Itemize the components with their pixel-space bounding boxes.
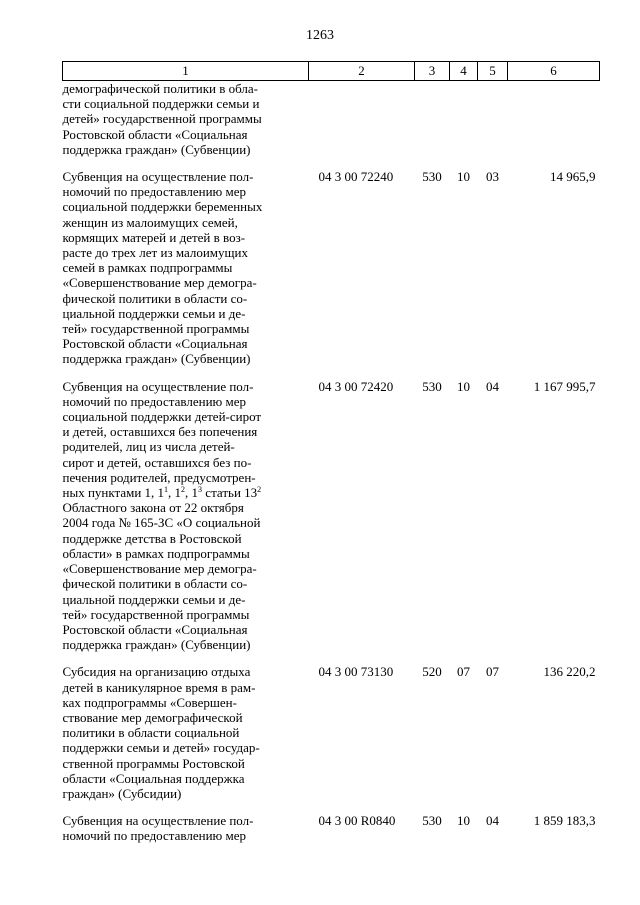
header-col-3: 3	[415, 62, 450, 81]
row-amount: 1 859 183,3	[533, 813, 596, 829]
row-col-5: 07	[486, 664, 499, 680]
page-number: 1263	[306, 28, 334, 43]
row-col-4: 10	[457, 813, 470, 829]
table-row	[63, 379, 600, 653]
superscript: 2	[257, 485, 262, 495]
row-description: Субвенция на осуществление пол- номочий по предоставлению мер	[62, 813, 254, 844]
budget-table	[62, 61, 600, 844]
row-amount: 136 220,2	[543, 664, 596, 680]
row-amount: 1 167 995,7	[533, 378, 596, 394]
row-code: 04 3 00 72240	[318, 169, 394, 185]
superscript: 3	[198, 485, 203, 495]
row-col-3: 530	[422, 813, 442, 829]
row-code: 04 3 00 R0840	[318, 813, 396, 829]
row-code: 04 3 00 72420	[318, 378, 394, 394]
header-col-4: 4	[450, 62, 478, 81]
table-row	[63, 813, 600, 843]
header-col-1: 1	[63, 62, 309, 81]
table-row	[63, 664, 600, 801]
row-description: Субвенция на осуществление пол- номочий по предоставлению мер социальной поддержки беременных женщин из малоимущих семей, кормящих матерей и детей в воз- расте до трех лет из малоимущих семей в рамках подпрограммы «Совершенствование мер демогра- фической политики в области со- циальной поддержки семьи и де- тей» государственной программы Ростовской области «Социальная поддержка граждан» (Субвенции)	[62, 169, 263, 367]
row-col-4: 10	[457, 169, 470, 185]
header-col-5: 5	[478, 62, 508, 81]
superscript: 1	[164, 485, 169, 495]
row-code: 04 3 00 73130	[318, 664, 394, 680]
row-amount: 14 965,9	[550, 169, 596, 185]
row-col-3: 530	[422, 169, 442, 185]
row-col-5: 04	[486, 813, 499, 829]
row-col-5: 04	[486, 378, 499, 394]
row-col-4: 07	[457, 664, 470, 680]
table-header	[63, 62, 600, 81]
continuation-text: демографической политики в обла- сти социальной поддержки семьи и детей» государственной программы Ростовской области «Социальная поддержка граждан» (Субвенции)	[62, 81, 262, 157]
table-row-continuation	[63, 81, 600, 158]
superscript: 2	[181, 485, 186, 495]
row-description: Субсидия на организацию отдыха детей в каникулярное время в рам- ках подпрограммы «Совершен- ствование мер демографической политики в области социальной поддержки семьи и детей» государ- ственной программы Ростовской области «Социальная поддержка граждан» (Субсидии)	[62, 664, 260, 801]
row-col-4: 10	[457, 378, 470, 394]
row-col-3: 520	[422, 664, 442, 680]
table-row	[63, 169, 600, 367]
row-description: Субвенция на осуществление пол- номочий по предоставлению мер социальной поддержки детей-сирот и детей, оставшихся без попечения родителей, лиц из числа детей- сирот и детей, оставшихся без по- печения родителей, предусмотрен- ных пунктами 1, $1^1$, $1^2$, $1^3$ статьи $13^2$ Областного закона от 22 октября 2004 года № 165-ЗС «О социальной поддержке детства в Ростовской области» в рамках подпрограммы «Совершенствование мер демогра- фической политики в области со- циальной поддержки семьи и де- тей» государственной программы Ростовской области «Социальная поддержка граждан» (Субвенции)	[62, 378, 262, 653]
row-col-3: 530	[422, 378, 442, 394]
header-col-6: 6	[508, 62, 600, 81]
row-col-5: 03	[486, 169, 499, 185]
header-col-2: 2	[309, 62, 415, 81]
